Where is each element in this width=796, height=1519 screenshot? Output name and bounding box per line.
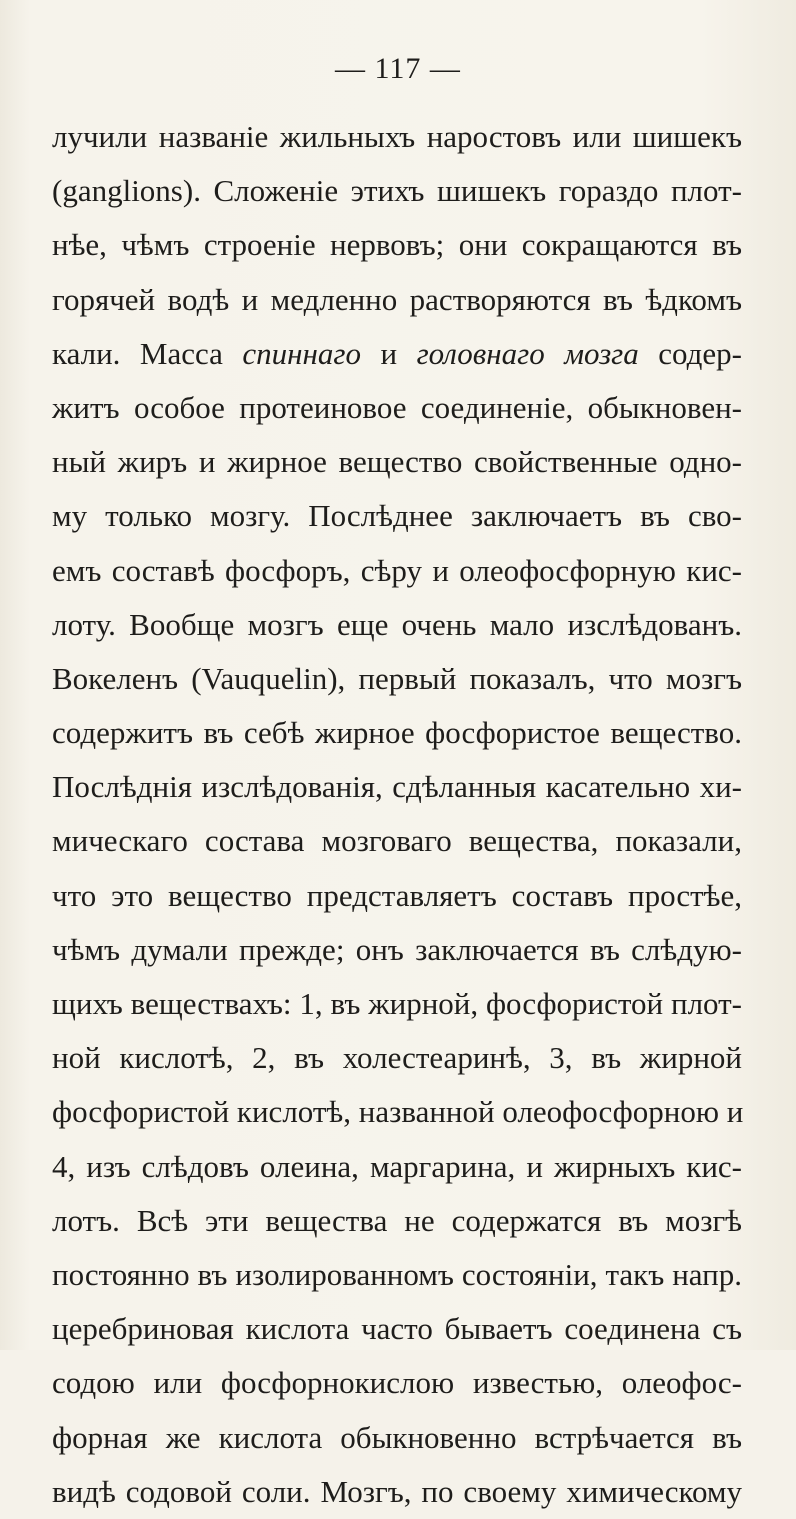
- text-line: [52, 1465, 742, 1519]
- text-run: му только мозгу. Послѣднее заключаетъ въ сво-: [52, 498, 742, 534]
- text-run: содержитъ въ себѣ жирное фосфористое вещество.: [52, 715, 742, 751]
- text-line: [52, 327, 742, 381]
- text-line: [52, 652, 742, 706]
- text-line: [52, 923, 742, 977]
- text-run: кали. Масса: [52, 335, 243, 371]
- text-line: [52, 164, 742, 218]
- text-run: нѣе, чѣмъ строеніе нервовъ; они сокращаются въ: [52, 227, 742, 263]
- text-run: и: [361, 335, 417, 371]
- text-line: [52, 1140, 742, 1194]
- text-run: церебриновая кислота часто бываетъ соединена съ: [52, 1311, 742, 1347]
- italic-text-run: спиннаго: [242, 335, 362, 371]
- text-line: [52, 1248, 742, 1302]
- text-run: лоту. Вообще мозгъ еще очень мало изслѣдованъ.: [52, 606, 742, 642]
- text-line: [52, 110, 742, 164]
- text-line: [52, 869, 742, 923]
- text-run: щихъ веществахъ: 1, въ жирной, фосфористой плот-: [52, 986, 742, 1021]
- text-run: форная же кислота обыкновенно встрѣчается въ: [52, 1419, 742, 1455]
- text-line: [52, 273, 742, 327]
- text-line: [52, 1411, 742, 1465]
- text-run: Послѣднія изслѣдованія, сдѣланныя касательно хи-: [52, 769, 742, 805]
- text-run: горячей водѣ и медленно растворяются въ ѣдкомъ: [52, 281, 742, 317]
- text-line: [52, 977, 742, 1031]
- text-run: лучили названіе жильныхъ наростовъ или шишекъ: [52, 119, 742, 154]
- text-line: [52, 544, 742, 598]
- text-run: мическаго состава мозговаго вещества, показали,: [52, 823, 742, 859]
- italic-text-run: головнаго мозга: [416, 335, 639, 371]
- text-run: постоянно въ изолированномъ состояніи, такъ напр.: [52, 1256, 742, 1292]
- text-run: фосфористой кислотѣ, названной олеофосфорною и: [52, 1094, 744, 1130]
- text-line: [52, 814, 742, 868]
- text-run: житъ особое протеиновое соединеніе, обыкновен-: [52, 389, 742, 425]
- text-line: [52, 1031, 742, 1085]
- text-run: ный жиръ и жирное вещество свойственные одно-: [52, 444, 742, 480]
- text-run: ной кислотѣ, 2, въ холестеаринѣ, 3, въ жирной: [52, 1040, 742, 1076]
- text-run: видѣ содовой соли. Мозгъ, по своему химическому: [52, 1473, 742, 1509]
- text-line: [52, 760, 742, 814]
- text-run: что это вещество представляетъ составъ простѣе,: [52, 877, 742, 913]
- text-line: [52, 1302, 742, 1356]
- text-line: [52, 1194, 742, 1248]
- text-run: емъ составѣ фосфоръ, сѣру и олеофосфорную кис-: [52, 552, 742, 588]
- text-run: чѣмъ думали прежде; онъ заключается въ слѣдую-: [52, 931, 742, 967]
- text-line: [52, 1085, 742, 1139]
- text-run: 4, изъ слѣдовъ олеина, маргарина, и жирныхъ кис-: [52, 1148, 742, 1184]
- body-text: [52, 110, 742, 1519]
- text-run: содою или фосфорнокислою известью, олеофос-: [52, 1365, 742, 1401]
- text-line: [52, 435, 742, 489]
- text-line: [52, 706, 742, 760]
- text-line: [52, 1356, 742, 1410]
- text-line: [52, 381, 742, 435]
- text-run: (ganglions). Сложеніе этихъ шишекъ гораздо плот-: [52, 173, 742, 209]
- text-run: лотъ. Всѣ эти вещества не содержатся въ мозгѣ: [52, 1202, 742, 1238]
- text-line: [52, 598, 742, 652]
- text-line: [52, 489, 742, 543]
- page-number-header: — 117 —: [335, 52, 461, 85]
- text-run: содер-: [638, 335, 742, 371]
- text-line: [52, 218, 742, 272]
- text-run: Вокеленъ (Vauquelin), первый показалъ, что мозгъ: [52, 660, 742, 696]
